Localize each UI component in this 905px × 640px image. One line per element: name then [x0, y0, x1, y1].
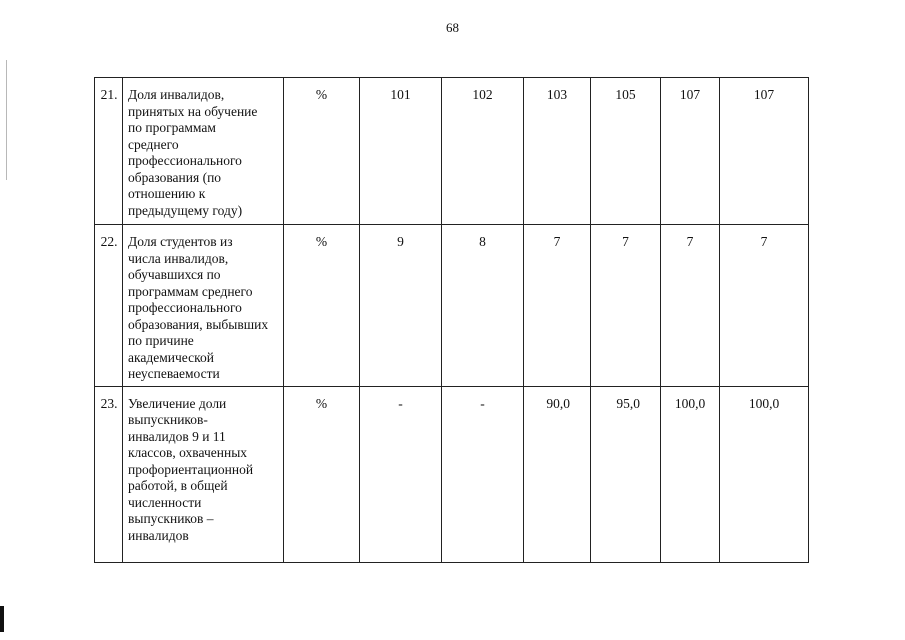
value-cell: 107 [720, 78, 809, 225]
indicator-name-line: отношению к [128, 186, 206, 201]
table-row [95, 386, 809, 562]
indicator-name-line: инвалидов 9 и 11 [128, 428, 226, 444]
row-number: 21. [95, 78, 123, 225]
value-cell: 103 [524, 78, 591, 225]
indicator-name-line: выпускников – [128, 511, 214, 526]
value-cell: 90,0 [524, 386, 591, 562]
value-cell: 102 [442, 78, 524, 225]
indicator-name-line: Увеличение доли [128, 395, 227, 411]
table-body [95, 78, 809, 563]
indicator-name-line: образования (по [128, 169, 222, 185]
table-row [95, 225, 809, 387]
indicator-name-line: выпускников- [128, 412, 208, 427]
indicator-name-line: обучавшихся по [128, 267, 221, 282]
row-number: 23. [95, 386, 123, 562]
value-cell: 107 [661, 78, 720, 225]
value-cell: 105 [591, 78, 661, 225]
value-cell: 95,0 [591, 386, 661, 562]
indicator-name-line: численности [128, 494, 202, 510]
value-cell: - [360, 386, 442, 562]
row-number: 22. [95, 225, 123, 387]
value-cell: 7 [661, 225, 720, 387]
indicator-name-line: профессионального [128, 153, 242, 168]
indicator-name [123, 78, 284, 225]
value-cell: 100,0 [720, 386, 809, 562]
unit-cell: % [284, 78, 360, 225]
indicator-name-line: по программам [128, 120, 216, 135]
indicator-name-line: предыдущему году) [128, 202, 243, 218]
indicator-name-line: работой, в общей [128, 478, 228, 493]
indicator-name-line: Доля студентов из [128, 234, 233, 249]
indicator-name-line: среднего [128, 136, 179, 152]
indicator-name [123, 225, 284, 387]
value-cell: 7 [524, 225, 591, 387]
indicators-table [94, 77, 809, 563]
value-cell: 7 [720, 225, 809, 387]
indicator-name-line: по причине [128, 333, 194, 348]
value-cell: 8 [442, 225, 524, 387]
value-cell: - [442, 386, 524, 562]
value-cell: 101 [360, 78, 442, 225]
value-cell: 9 [360, 225, 442, 387]
indicator-name-line: Доля инвалидов, [128, 87, 225, 102]
page-number: 68 [446, 20, 459, 35]
indicator-name-line: числа инвалидов, [128, 250, 229, 266]
indicator-name-line: академической [128, 349, 214, 365]
unit-cell: % [284, 386, 360, 562]
indicator-name-line: профессионального [128, 300, 242, 315]
table-row [95, 78, 809, 225]
scan-edge-line [6, 60, 7, 180]
unit-cell: % [284, 225, 360, 387]
value-cell: 100,0 [661, 386, 720, 562]
indicator-name-line: инвалидов [128, 527, 189, 543]
indicator-name-line: программам среднего [128, 283, 253, 299]
indicator-name [123, 386, 284, 562]
value-cell: 7 [591, 225, 661, 387]
indicator-name-line: неуспеваемости [128, 366, 220, 381]
indicator-name-line: принятых на обучение [128, 103, 258, 119]
scan-margin-mark [0, 606, 4, 632]
indicator-name-line: профориентационной [128, 461, 254, 477]
indicator-name-line: образования, выбывших [128, 316, 269, 332]
indicator-name-line: классов, охваченных [128, 445, 248, 460]
